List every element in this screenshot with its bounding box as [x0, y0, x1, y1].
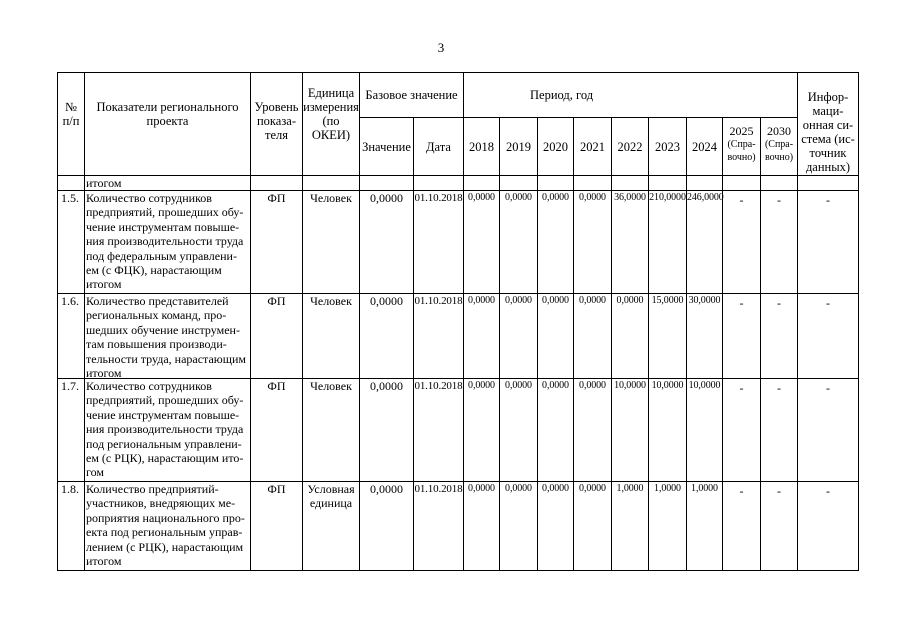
header-unit-cell	[303, 73, 360, 176]
row-number-cell: 1.5.	[58, 191, 85, 294]
empty-cell	[303, 176, 360, 191]
header-line: Инфор-	[807, 90, 849, 104]
indicator-line: ния производительности труда	[86, 234, 244, 249]
reference-2025-cell: -	[723, 482, 761, 571]
year-value-cell: 0,0000	[574, 379, 612, 482]
indicator-line: итогом	[86, 554, 122, 569]
header-line: маци-	[812, 104, 844, 118]
header-year-cell: 2018	[464, 118, 500, 176]
header-line: п/п	[62, 114, 80, 128]
unit-cell	[303, 482, 360, 571]
year-value-cell: 30,0000	[687, 294, 723, 379]
year-value-cell: 0,0000	[612, 294, 649, 379]
indicator-line: чение инструментам повыше-	[86, 219, 240, 234]
year-value-cell: 0,0000	[538, 294, 574, 379]
reference-2030-cell: -	[761, 379, 798, 482]
header-year-cell: 2024	[687, 118, 723, 176]
indicator-cell	[85, 379, 251, 482]
year-value-cell: 0,0000	[500, 191, 538, 294]
info-system-cell: -	[798, 294, 859, 379]
indicator-line: тельности труда, нарастающим	[86, 351, 246, 366]
empty-cell	[649, 176, 687, 191]
header-value-cell: Значение	[360, 118, 414, 176]
header-line: 2025	[729, 124, 754, 138]
empty-cell	[798, 176, 859, 191]
header-indicator-cell	[85, 73, 251, 176]
indicator-cell	[85, 294, 251, 379]
empty-cell	[687, 176, 723, 191]
header-line: проекта	[146, 114, 189, 128]
header-line: (Спра-	[764, 139, 794, 150]
header-base-value-group: Базовое значение	[360, 73, 464, 118]
header-line: вочно)	[727, 152, 756, 163]
indicator-line: под региональным управлени-	[86, 436, 242, 451]
year-value-cell: 0,0000	[500, 294, 538, 379]
reference-2030-cell: -	[761, 294, 798, 379]
year-value-cell: 246,0000	[687, 191, 723, 294]
year-value-cell: 15,0000	[649, 294, 687, 379]
header-year-2025-cell	[723, 118, 761, 176]
year-value-cell: 0,0000	[574, 294, 612, 379]
indicator-line: роприятия национального про-	[86, 510, 245, 525]
base-value-cell: 0,0000	[360, 482, 414, 571]
level-cell: ФП	[251, 379, 303, 482]
indicator-line: ем (с ФЦК), нарастающим	[86, 263, 222, 278]
reference-2030-cell: -	[761, 191, 798, 294]
info-system-cell: -	[798, 191, 859, 294]
year-value-cell: 0,0000	[464, 482, 500, 571]
header-period-group: Период, год	[464, 73, 798, 118]
header-line: ОКЕИ)	[311, 128, 351, 142]
header-year-2030-cell	[761, 118, 798, 176]
header-line: данных)	[805, 160, 851, 174]
header-line: №	[65, 100, 77, 114]
year-value-cell: 0,0000	[464, 379, 500, 482]
header-line: теля	[265, 128, 288, 142]
indicator-line: чение инструментам повыше-	[86, 407, 240, 422]
header-line: Уровень	[254, 100, 299, 114]
indicator-line: под федеральным управлени-	[86, 248, 237, 263]
year-value-cell: 10,0000	[649, 379, 687, 482]
indicator-line: ния производительности труда	[86, 422, 244, 437]
row-number-cell: 1.7.	[58, 379, 85, 482]
indicator-line: региональных команд, про-	[86, 308, 227, 323]
year-value-cell: 0,0000	[464, 191, 500, 294]
header-info-system-cell	[798, 73, 859, 176]
indicator-line: лением (с РЦК), нарастающим	[86, 539, 244, 554]
row-number-cell: 1.6.	[58, 294, 85, 379]
indicator-cell	[85, 482, 251, 571]
header-line: стема (ис-	[801, 132, 855, 146]
empty-cell	[360, 176, 414, 191]
base-value-cell: 0,0000	[360, 294, 414, 379]
header-line: (Спра-	[727, 139, 756, 150]
indicator-line: там повышения производи-	[86, 337, 227, 352]
header-line: показа-	[256, 114, 297, 128]
unit-cell	[303, 379, 360, 482]
empty-cell	[251, 176, 303, 191]
header-line: точник	[809, 146, 847, 160]
indicator-line: Количество представителей	[86, 294, 229, 308]
year-value-cell: 0,0000	[538, 482, 574, 571]
unit-line: Условная	[307, 482, 355, 496]
indicator-line: Количество сотрудников	[86, 379, 212, 393]
unit-cell	[303, 294, 360, 379]
header-number-cell	[58, 73, 85, 176]
header-line: измерения	[303, 100, 359, 114]
reference-2025-cell: -	[723, 191, 761, 294]
base-date-cell: 01.10.2018	[414, 482, 464, 571]
year-value-cell: 0,0000	[500, 482, 538, 571]
unit-line: Человек	[310, 191, 352, 205]
empty-cell	[574, 176, 612, 191]
header-year-cell: 2019	[500, 118, 538, 176]
level-cell: ФП	[251, 191, 303, 294]
indicator-cell: итогом	[85, 176, 251, 191]
base-date-cell: 01.10.2018	[414, 294, 464, 379]
header-line: Показатели регионального	[96, 100, 239, 114]
header-line: 2030	[767, 124, 791, 138]
indicator-line: итогом	[86, 366, 122, 381]
year-value-cell: 10,0000	[687, 379, 723, 482]
empty-cell	[761, 176, 798, 191]
year-value-cell: 0,0000	[574, 482, 612, 571]
header-line: вочно)	[764, 152, 794, 163]
reference-2025-cell: -	[723, 294, 761, 379]
empty-cell	[58, 176, 85, 191]
unit-cell	[303, 191, 360, 294]
row-number-cell: 1.8.	[58, 482, 85, 571]
year-value-cell: 0,0000	[574, 191, 612, 294]
year-value-cell: 10,0000	[612, 379, 649, 482]
indicator-line: предприятий, прошедших обу-	[86, 205, 244, 220]
year-value-cell: 210,0000	[649, 191, 687, 294]
base-value-cell: 0,0000	[360, 379, 414, 482]
base-date-cell: 01.10.2018	[414, 191, 464, 294]
indicator-cell	[85, 191, 251, 294]
indicator-line: ем (с РЦК), нарастающим ито-	[86, 451, 244, 466]
indicator-line: Количество сотрудников	[86, 191, 212, 205]
indicator-line: гом	[86, 465, 104, 480]
level-cell: ФП	[251, 294, 303, 379]
header-line: онная си-	[802, 118, 854, 132]
header-year-cell: 2023	[649, 118, 687, 176]
empty-cell	[538, 176, 574, 191]
empty-cell	[612, 176, 649, 191]
empty-cell	[414, 176, 464, 191]
info-system-cell: -	[798, 482, 859, 571]
empty-cell	[464, 176, 500, 191]
reference-2030-cell: -	[761, 482, 798, 571]
empty-cell	[500, 176, 538, 191]
year-value-cell: 1,0000	[649, 482, 687, 571]
year-value-cell: 1,0000	[612, 482, 649, 571]
header-year-cell: 2020	[538, 118, 574, 176]
page-number: 3	[437, 40, 445, 55]
header-year-cell: 2022	[612, 118, 649, 176]
year-value-cell: 0,0000	[538, 191, 574, 294]
level-cell: ФП	[251, 482, 303, 571]
reference-2025-cell: -	[723, 379, 761, 482]
unit-line: Человек	[310, 379, 352, 393]
empty-cell	[723, 176, 761, 191]
year-value-cell: 0,0000	[500, 379, 538, 482]
header-level-cell	[251, 73, 303, 176]
indicator-line: участников, внедряющих ме-	[86, 496, 236, 511]
base-value-cell: 0,0000	[360, 191, 414, 294]
indicators-table	[57, 72, 859, 571]
indicator-line: итогом	[86, 277, 122, 292]
indicator-line: предприятий, прошедших обу-	[86, 393, 244, 408]
header-year-cell: 2021	[574, 118, 612, 176]
base-date-cell: 01.10.2018	[414, 379, 464, 482]
year-value-cell: 0,0000	[538, 379, 574, 482]
unit-line: единица	[309, 496, 353, 511]
year-value-cell: 36,0000	[612, 191, 649, 294]
unit-line: Человек	[310, 294, 352, 308]
year-value-cell: 1,0000	[687, 482, 723, 571]
header-line: (по	[322, 114, 340, 128]
year-value-cell: 0,0000	[464, 294, 500, 379]
indicator-line: Количество предприятий-	[86, 482, 219, 496]
indicator-line: екта под региональным управ-	[86, 525, 243, 540]
info-system-cell: -	[798, 379, 859, 482]
header-date-cell: Дата	[414, 118, 464, 176]
header-line: Единица	[307, 86, 355, 100]
indicator-line: шедших обучение инструмен-	[86, 322, 240, 337]
